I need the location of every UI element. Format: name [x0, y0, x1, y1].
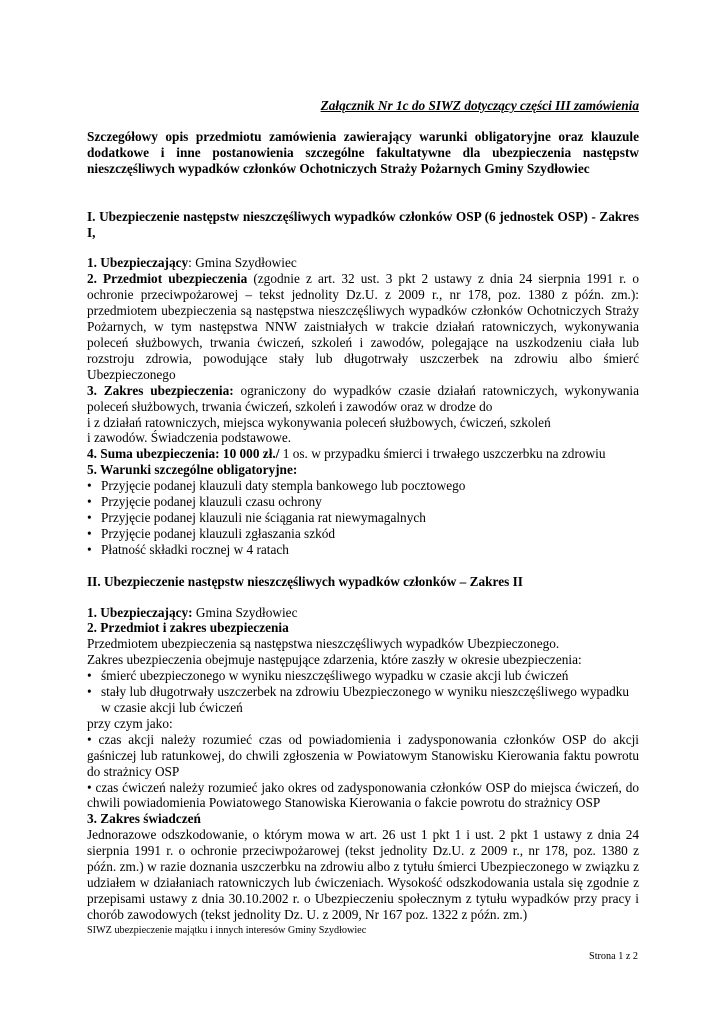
section-1-heading: I. Ubezpieczenie następstw nieszczęśliwych wypadków członków OSP (6 jednostek OSP) - Zakres I,: [87, 208, 639, 240]
list-item: • Przyjęcie podanej klauzuli daty stempla bankowego lub pocztowego: [87, 478, 466, 494]
s1-scope-line3: i zawodów. Świadczenia podstawowe.: [87, 430, 292, 446]
list-item: • śmierć ubezpieczonego w wyniku nieszczęśliwego wypadku w czasie akcji lub ćwiczeń: [87, 668, 569, 684]
list-item: • Przyjęcie podanej klauzuli zgłaszania szkód: [87, 525, 336, 541]
s2-whereby: przy czym jako:: [87, 715, 173, 731]
page-number: Strona 1 z 2: [589, 951, 638, 962]
s2-subject-line2: Zakres ubezpieczenia obejmuje następujące zdarzenia, które zaszły w okresie ubezpieczenia:: [87, 652, 582, 668]
bullet-icon: •: [87, 494, 92, 510]
document-title: Szczegółowy opis przedmiotu zamówienia zawierający warunki obligatoryjne oraz klauzule dodatkowe i inne postanowienia szczególne fakultatywne dla ubezpieczenia następstw nieszczęśliwych wypadków członków Ochotniczych Straży Pożarnych Gminy Szydłowiec: [87, 128, 639, 176]
s2-definition-action: • czas akcji należy rozumieć czas od powiadomienia i zadysponowania członków OSP do akcji gaśniczej lub ratunkowej, do chwili zgłoszenia w Powiatowym Stanowisku Kierowania faktu powrotu do strażnicy OSP: [87, 731, 639, 779]
bullet-icon: •: [87, 478, 92, 494]
s1-insurer: 1. Ubezpieczający: Gmina Szydłowiec: [87, 255, 297, 271]
s2-subject-label: 2. Przedmiot i zakres ubezpieczenia: [87, 620, 289, 636]
footer-text: SIWZ ubezpieczenie majątku i innych interesów Gminy Szydłowiec: [87, 925, 367, 936]
s1-subject: 2. Przedmiot ubezpieczenia (zgodnie z art. 32 ust. 3 pkt 2 ustawy z dnia 24 sierpnia 1991 r. o ochronie przeciwpożarowej – tekst jednolity Dz.U. z 2009 r., nr 178, poz. 1380 z późn. zm.): przedmiotem ubezpieczenia są następstwa nieszczęśliwych wypadków członków Ochotniczych Straży Pożarnych, w tym następstwa NNW zaistniałych w trakcie działań ratowniczych, wykonywania poleceń służbowych, trwania ćwiczeń, szkoleń i zawodów, polegające na uszkodzeniu ciała lub rozstroju zdrowia, powodujące stały lub długotrwały uszczerbek na zdrowiu albo śmierć Ubezpieczonego: [87, 271, 639, 382]
s1-scope: 3. Zakres ubezpieczenia: ograniczony do wypadków czasie działań ratowniczych, wykonywania poleceń służbowych, trwania ćwiczeń, szkoleń i zawodów oraz w drodze do: [87, 382, 639, 414]
section-2-heading: II. Ubezpieczenie następstw nieszczęśliwych wypadków członków – Zakres II: [87, 573, 523, 589]
bullet-icon: •: [87, 684, 92, 700]
s1-scope-line2: i z działań ratowniczych, miejsca wykonywania poleceń służbowych, ćwiczeń, szkoleń: [87, 414, 551, 430]
list-item: • stały lub długotrwały uszczerbek na zdrowiu Ubezpieczonego w wyniku nieszczęśliwego wypadku w czasie akcji lub ćwiczeń: [87, 684, 630, 715]
s2-benefits-text: Jednorazowe odszkodowanie, o którym mowa w art. 26 ust 1 pkt 1 i ust. 2 pkt 1 ustawy z dnia 24 sierpnia 1991 r. o ochronie przeciwpożarowej (tekst jednolity Dz.U. z 2009 r., nr 178, poz. 1380 z późn. zm.) w razie doznania uszczerbku na zdrowiu albo z tytułu śmierci Ubezpieczonego w związku z udziałem w działaniach ratowniczych lub ćwiczeniach. Wysokość odszkodowania ustala się zgodnie z przepisami ustawy z dnia 30.10.2002 r. o Ubezpieczeniu społecznym z tytułu wypadków przy pracy i chorób zawodowych (tekst jednolity Dz. U. z 2009, Nr 167 poz. 1322 z późn. zm.): [87, 827, 639, 922]
annex-header: Załącznik Nr 1c do SIWZ dotyczący części III zamówienia: [320, 98, 639, 113]
s2-insurer: 1. Ubezpieczający: Gmina Szydłowiec: [87, 604, 298, 620]
s2-benefits-label: 3. Zakres świadczeń: [87, 811, 201, 827]
bullet-icon: •: [87, 668, 92, 684]
list-item: • Przyjęcie podanej klauzuli nie ściągania rat niewymagalnych: [87, 509, 426, 525]
document-body: [87, 98, 639, 923]
bullet-icon: •: [87, 541, 92, 557]
list-item: • Przyjęcie podanej klauzuli czasu ochrony: [87, 494, 322, 510]
bullet-icon: •: [87, 509, 92, 525]
s1-sum: 4. Suma ubezpieczenia: 10 000 zł./ 1 os. w przypadku śmierci i trwałego uszczerbku na zdrowiu: [87, 446, 606, 462]
bullet-icon: •: [87, 525, 92, 541]
s2-definition-exercise: • czas ćwiczeń należy rozumieć jako okres od zadysponowania członków OSP do miejsca ćwiczeń, do chwili powiadomienia Powiatowego Stanowiska Kierowania o fakcie powrotu do strażnicy OSP: [87, 779, 639, 811]
s1-conditions-label: 5. Warunki szczególne obligatoryjne:: [87, 462, 298, 478]
list-item: • Płatność składki rocznej w 4 ratach: [87, 541, 289, 557]
s2-subject-line1: Przedmiotem ubezpieczenia są następstwa nieszczęśliwych wypadków Ubezpieczonego.: [87, 636, 560, 652]
